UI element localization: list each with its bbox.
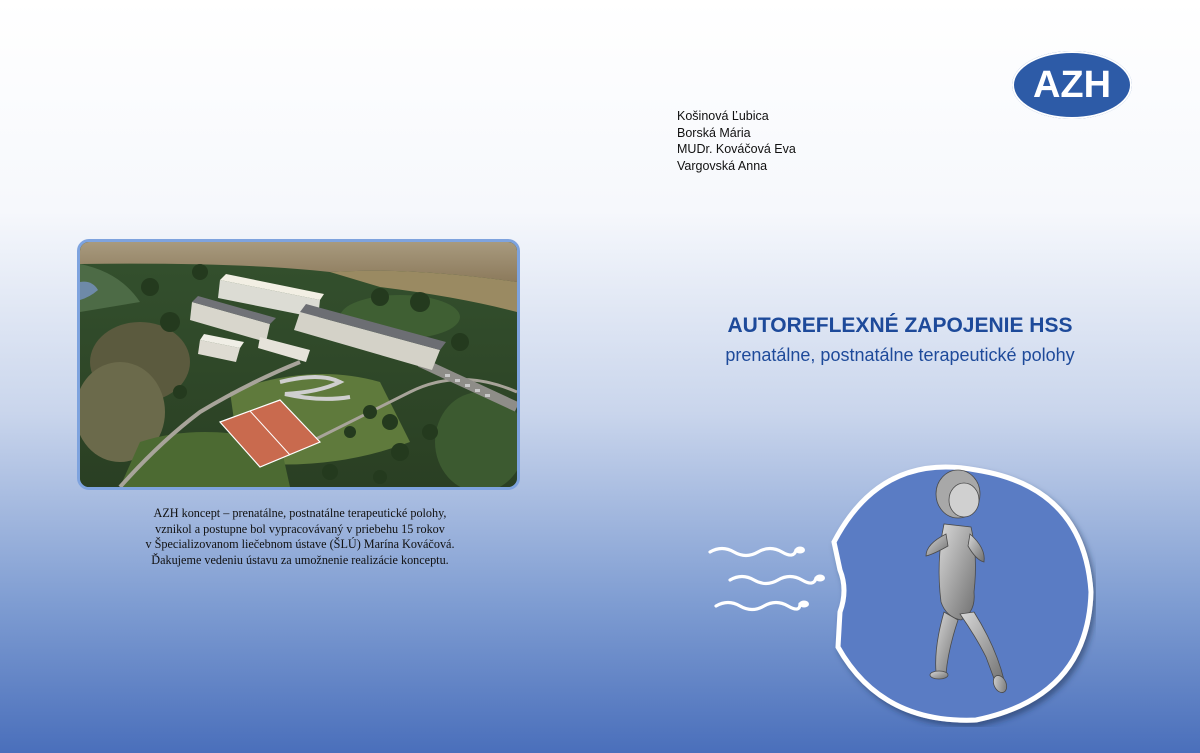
caption-line: v Špecializovanom liečebnom ústave (ŠLÚ) Marína Kováčová. bbox=[145, 537, 455, 552]
document-subtitle: prenatálne, postnatálne terapeutické polohy bbox=[725, 345, 1075, 365]
author-name: Borská Mária bbox=[677, 125, 751, 140]
swimming-sperm-icon bbox=[708, 540, 833, 615]
author-name: Košinová Ľubica bbox=[677, 109, 769, 123]
aerial-photo-illustration bbox=[80, 242, 517, 487]
author-name: Vargovská Anna bbox=[677, 158, 768, 173]
photo-caption bbox=[100, 506, 500, 568]
azh-logo bbox=[1012, 51, 1132, 119]
sanatorium-aerial-photo bbox=[77, 239, 520, 490]
author-name: MUDr. Kováčová Eva bbox=[677, 142, 796, 156]
document-title: AUTOREFLEXNÉ ZAPOJENIE HSS bbox=[727, 314, 1073, 337]
authors-list bbox=[677, 108, 796, 174]
logo-text: AZH bbox=[1032, 63, 1112, 106]
caption-line: vznikol a postupne bol vypracovávaný v priebehu 15 rokov bbox=[155, 521, 445, 536]
caption-line: AZH koncept – prenatálne, postnatálne terapeutické polohy, bbox=[153, 506, 447, 520]
child-bubble-illustration bbox=[826, 462, 1096, 727]
caption-line: Ďakujeme vedeniu ústavu za umožnenie realizácie konceptu. bbox=[151, 552, 449, 567]
